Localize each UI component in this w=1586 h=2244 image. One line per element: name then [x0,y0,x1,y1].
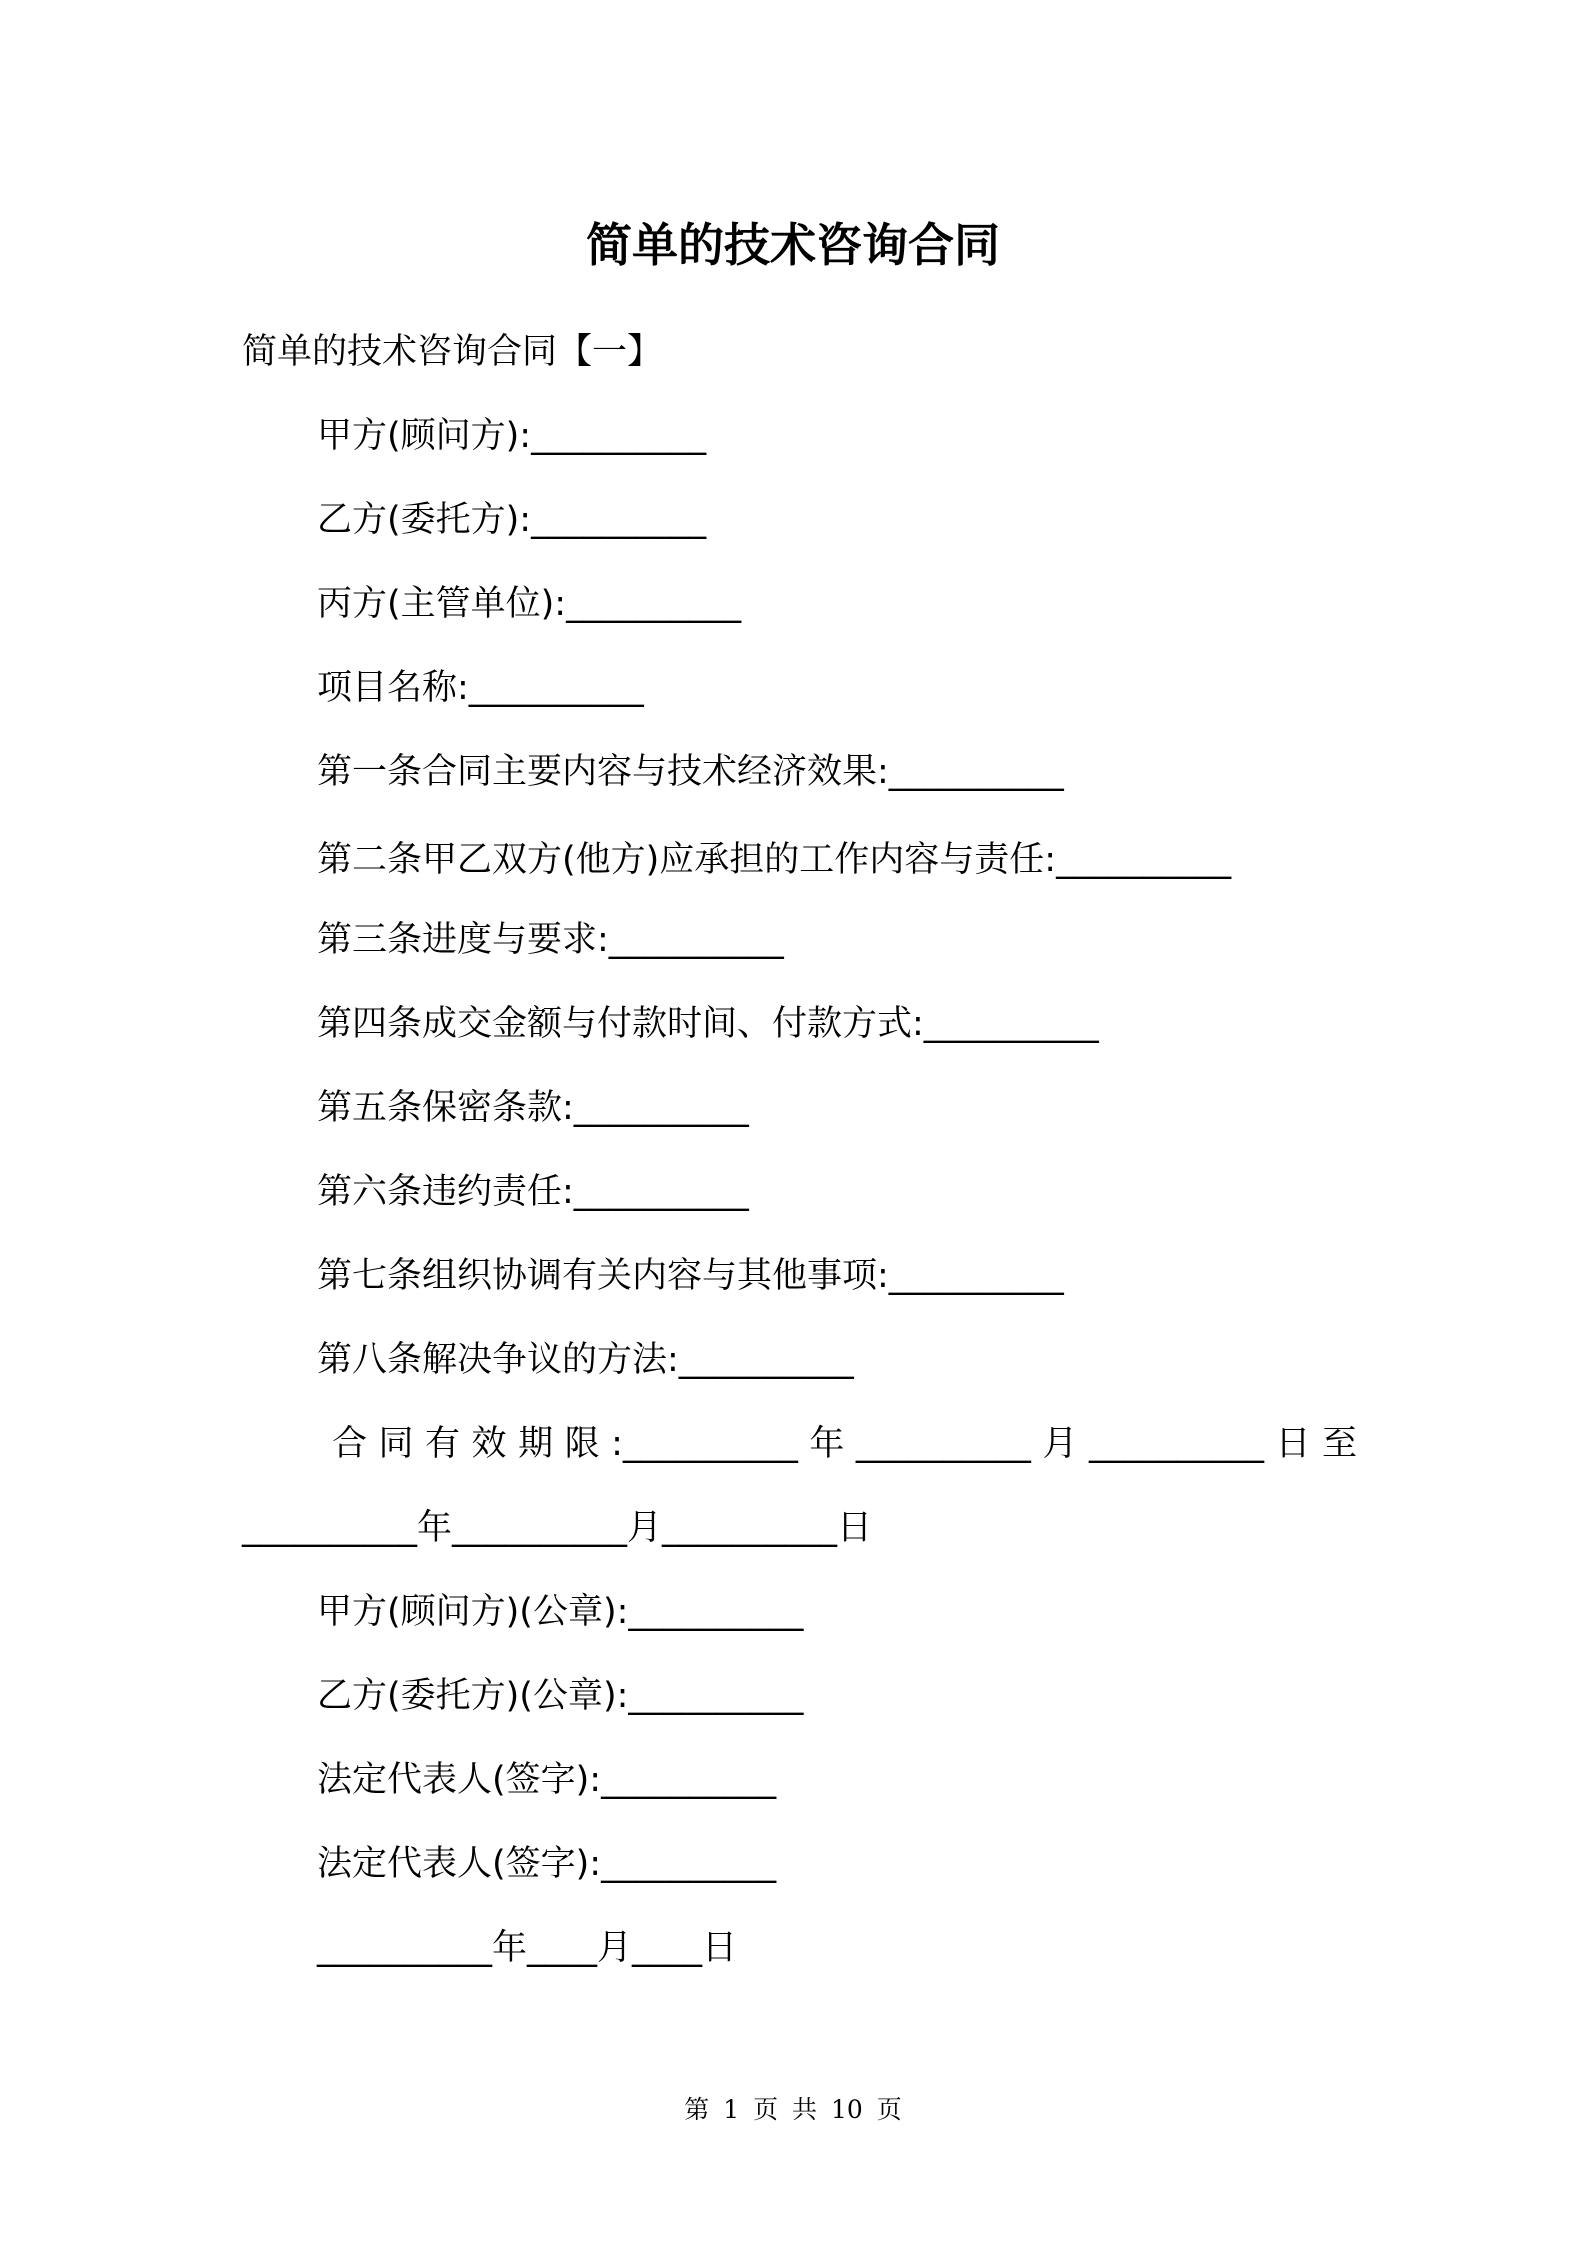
article-5-line: 第五条保密条款:__________ [317,1088,749,1128]
legal-rep-signature-line: 法定代表人(签字):__________ [317,1844,777,1884]
article-7-line: 第七条组织协调有关内容与其他事项:__________ [317,1256,1064,1296]
section-heading: 简单的技术咨询合同【一】 [242,332,663,372]
article-1-line: 第一条合同主要内容与技术经济效果:__________ [317,752,1064,792]
project-name-line: 项目名称:__________ [317,668,644,708]
party-a-line: 甲方(顾问方):__________ [317,416,707,456]
party-c-line: 丙方(主管单位):__________ [317,584,742,624]
party-b-seal-line: 乙方(委托方)(公章):__________ [317,1676,804,1716]
document-title: 简单的技术咨询合同 [586,218,1000,272]
article-6-line: 第六条违约责任:__________ [317,1172,749,1212]
validity-period-line: 合同有效期限:__________年__________月__________日至 [332,1424,1357,1464]
validity-period-continuation: __________年__________月__________日 [242,1508,873,1548]
article-2-line: 第二条甲乙双方(他方)应承担的工作内容与责任:__________ [317,840,1232,880]
article-3-line: 第三条进度与要求:__________ [317,920,784,960]
page-indicator: 第 1 页 共 10 页 [684,2095,902,2124]
party-a-seal-line: 甲方(顾问方)(公章):__________ [317,1592,804,1632]
party-b-line: 乙方(委托方):__________ [317,500,707,540]
signing-date-line: __________年____月____日 [317,1928,738,1968]
article-8-line: 第八条解决争议的方法:__________ [317,1340,854,1380]
article-4-line: 第四条成交金额与付款时间、付款方式:__________ [317,1004,1099,1044]
legal-rep-signature-line: 法定代表人(签字):__________ [317,1760,777,1800]
